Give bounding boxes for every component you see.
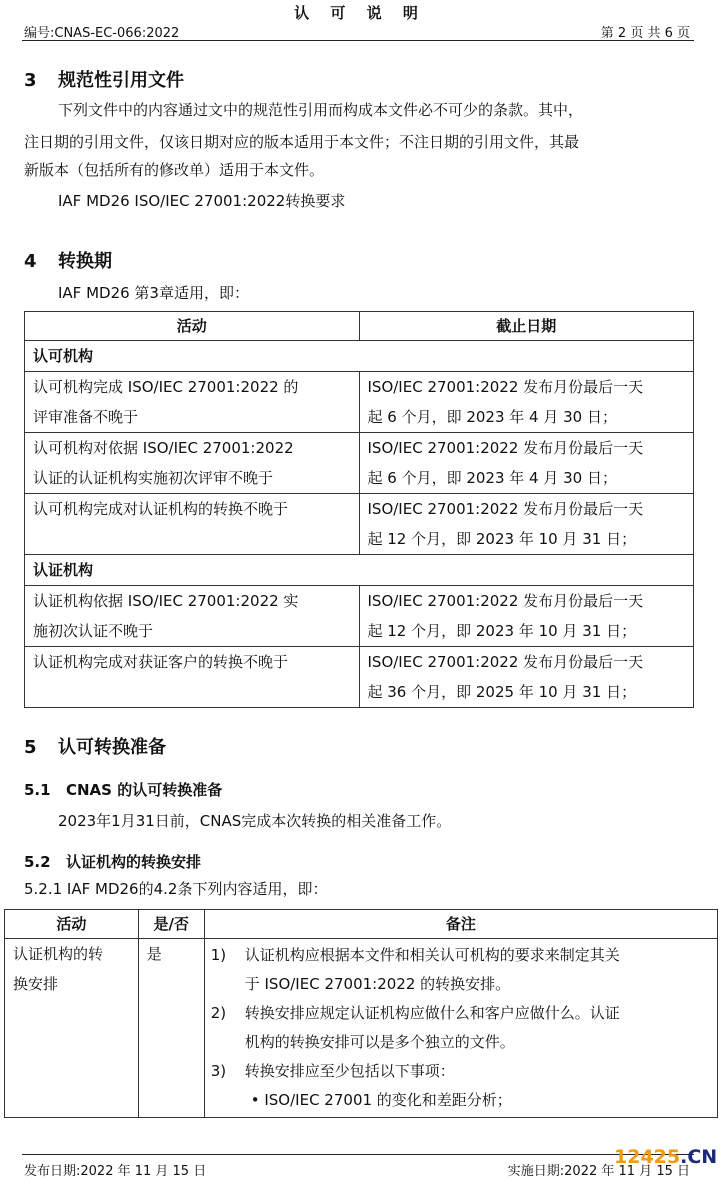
implementation-date: 实施日期:2022 年 11 月 15 日 bbox=[507, 1164, 690, 1179]
cell-line: ISO/IEC 27001:2022 发布月份最后一天 bbox=[367, 378, 644, 396]
note-line: 认证机构应根据本文件和相关认可机构的要求来制定其关 bbox=[244, 946, 620, 964]
section-number: 5 bbox=[24, 737, 37, 758]
activity-cell bbox=[25, 647, 360, 708]
section-number: 5.2 bbox=[24, 853, 51, 871]
note-number: 1) bbox=[210, 946, 227, 964]
page-info: 第 2 页 共 6 页 bbox=[600, 26, 690, 41]
yes-no-cell: 是 bbox=[138, 939, 204, 1118]
watermark-domain: .CN bbox=[680, 1146, 718, 1168]
group-label: 认可机构 bbox=[25, 341, 694, 372]
section-title: 转换期 bbox=[58, 251, 112, 272]
note-line: 转换安排应至少包括以下事项： bbox=[244, 1062, 455, 1080]
footer-divider bbox=[22, 1154, 694, 1155]
cell-line: 起 36 个月，即 2025 年 10 月 31 日； bbox=[367, 683, 637, 701]
section-3-heading bbox=[24, 66, 184, 92]
table-row bbox=[25, 433, 694, 494]
section-title: 规范性引用文件 bbox=[58, 70, 184, 91]
cell-line: 认可机构完成 ISO/IEC 27001:2022 的 bbox=[33, 378, 299, 396]
table-group-row bbox=[25, 555, 694, 586]
note-line: 机构的转换安排可以是多个独立的文件。 bbox=[244, 1033, 515, 1051]
deadline-cell bbox=[359, 433, 694, 494]
column-header: 备注 bbox=[204, 910, 717, 939]
cell-line: ISO/IEC 27001:2022 发布月份最后一天 bbox=[367, 653, 644, 671]
section-5-heading bbox=[24, 733, 166, 759]
cell-line: 起 6 个月，即 2023 年 4 月 30 日； bbox=[367, 408, 617, 426]
note-number: 2) bbox=[210, 1004, 227, 1022]
table-header-row bbox=[5, 910, 718, 939]
transition-arrangement-table bbox=[4, 909, 718, 1118]
issue-date: 发布日期:2022 年 11 月 15 日 bbox=[24, 1164, 207, 1179]
section-4-intro: IAF MD26 第3章适用，即： bbox=[58, 284, 249, 302]
activity-cell bbox=[25, 433, 360, 494]
section-4-heading bbox=[24, 247, 112, 273]
cell-line: 认证机构依据 ISO/IEC 27001:2022 实 bbox=[33, 592, 299, 610]
section-title: 认证机构的转换安排 bbox=[66, 853, 202, 871]
cell-line: 起 6 个月，即 2023 年 4 月 30 日； bbox=[367, 469, 617, 487]
deadline-cell bbox=[359, 647, 694, 708]
bullet-text: ISO/IEC 27001 的变化和差距分析； bbox=[264, 1091, 512, 1109]
cell-line: 评审准备不晚于 bbox=[33, 408, 139, 426]
group-label: 认证机构 bbox=[25, 555, 694, 586]
watermark-number: 12425 bbox=[614, 1146, 681, 1168]
header-title: 认 可 说 明 bbox=[294, 4, 426, 22]
cell-line: ISO/IEC 27001:2022 发布月份最后一天 bbox=[367, 500, 644, 518]
table-row bbox=[25, 494, 694, 555]
column-header: 截止日期 bbox=[359, 312, 694, 341]
site-watermark bbox=[614, 1146, 717, 1168]
section-title: 认可转换准备 bbox=[58, 737, 166, 758]
activity-cell bbox=[25, 586, 360, 647]
note-item bbox=[211, 1057, 711, 1086]
table-row bbox=[25, 647, 694, 708]
cell-line: 认证机构的转 bbox=[13, 945, 104, 963]
table-header-row bbox=[25, 312, 694, 341]
cell-line: ISO/IEC 27001:2022 发布月份最后一天 bbox=[367, 439, 644, 457]
notes-cell bbox=[204, 939, 717, 1118]
note-item bbox=[211, 999, 711, 1057]
cell-line: 起 12 个月，即 2023 年 10 月 31 日； bbox=[367, 622, 637, 640]
activity-cell bbox=[25, 494, 360, 555]
deadline-cell bbox=[359, 586, 694, 647]
cell-line: 换安排 bbox=[13, 975, 59, 993]
section-5-1-heading bbox=[24, 779, 222, 800]
table-row bbox=[25, 372, 694, 433]
section-3-para-line-1: 下列文件中的内容通过文中的规范性引用而构成本文件必不可少的条款。其中， bbox=[58, 101, 584, 119]
section-5-2-heading bbox=[24, 851, 201, 872]
section-number: 4 bbox=[24, 251, 37, 272]
note-number: 3) bbox=[210, 1062, 227, 1080]
section-3-para-line-2: 注日期的引用文件，仅该日期对应的版本适用于本文件；不注日期的引用文件，其最 bbox=[24, 133, 580, 151]
cell-line: 认证机构完成对获证客户的转换不晚于 bbox=[33, 653, 289, 671]
section-5-2-1-intro: 5.2.1 IAF MD26的4.2条下列内容适用，即： bbox=[24, 880, 328, 898]
table-row bbox=[5, 939, 718, 1118]
cell-line: 施初次认证不晚于 bbox=[33, 622, 154, 640]
column-header: 是/否 bbox=[138, 910, 204, 939]
transition-period-table bbox=[24, 311, 694, 708]
section-title: CNAS 的认可转换准备 bbox=[66, 781, 223, 799]
deadline-cell bbox=[359, 372, 694, 433]
cell-line: 认证的认证机构实施初次评审不晚于 bbox=[33, 469, 274, 487]
cell-line: 认可机构完成对认证机构的转换不晚于 bbox=[33, 500, 289, 518]
column-header: 活动 bbox=[5, 910, 139, 939]
header-divider bbox=[22, 40, 694, 41]
note-bullet: • ISO/IEC 27001 的变化和差距分析； bbox=[250, 1091, 512, 1109]
note-item bbox=[211, 941, 711, 999]
note-line: 于 ISO/IEC 27001:2022 的转换安排。 bbox=[244, 975, 511, 993]
cell-line: 起 12 个月，即 2023 年 10 月 31 日； bbox=[367, 530, 637, 548]
activity-cell bbox=[25, 372, 360, 433]
section-number: 3 bbox=[24, 70, 37, 91]
section-5-1-text: 2023年1月31日前，CNAS完成本次转换的相关准备工作。 bbox=[58, 812, 452, 830]
cell-line: 认可机构对依据 ISO/IEC 27001:2022 bbox=[33, 439, 294, 457]
column-header: 活动 bbox=[25, 312, 360, 341]
table-group-row bbox=[25, 341, 694, 372]
section-number: 5.1 bbox=[24, 781, 51, 799]
doc-number: 编号:CNAS-EC-066:2022 bbox=[24, 26, 180, 41]
cell-line: ISO/IEC 27001:2022 发布月份最后一天 bbox=[367, 592, 644, 610]
note-line: 转换安排应规定认证机构应做什么和客户应做什么。认证 bbox=[244, 1004, 620, 1022]
section-3-para-line-3: 新版本（包括所有的修改单）适用于本文件。 bbox=[24, 161, 325, 179]
activity-cell bbox=[5, 939, 139, 1118]
table-row bbox=[25, 586, 694, 647]
deadline-cell bbox=[359, 494, 694, 555]
section-3-reference: IAF MD26 ISO/IEC 27001:2022转换要求 bbox=[58, 192, 346, 210]
